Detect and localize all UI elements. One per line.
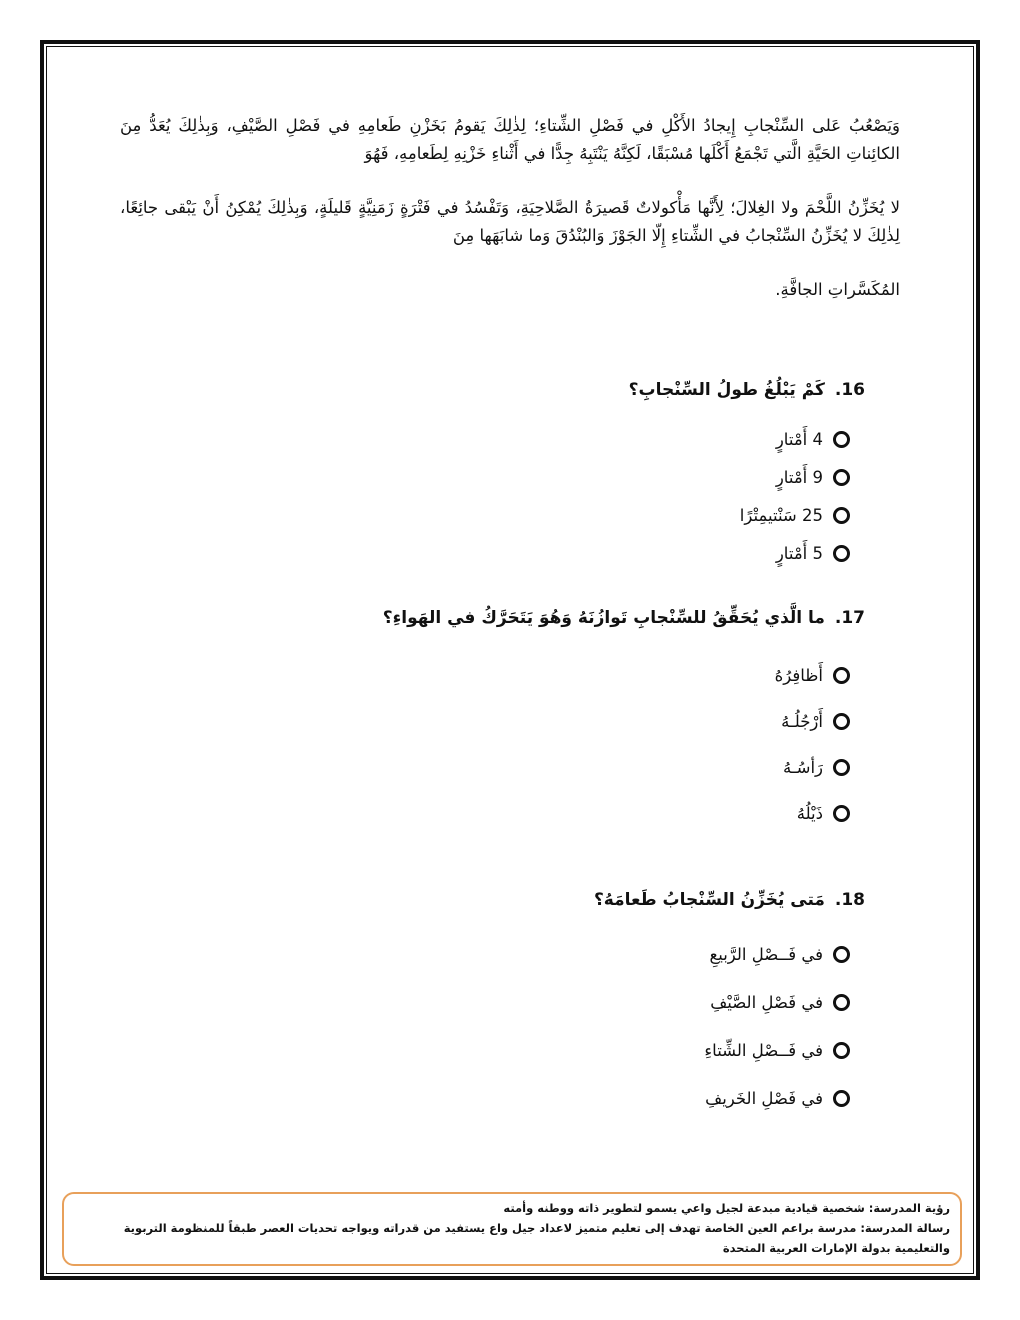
radio-circle-icon[interactable] (833, 431, 850, 448)
question-18-options (704, 930, 850, 1122)
passage-paragraph-2: لا يُخَزِّنُ اللَّحْمَ ولا الغِلالَ؛ لِأَنَّها مَأْكولاتٌ قَصيرَةُ الصَّلاحِيَةِ، وَتَفْسُدُ في فَتْرَةٍ زَمَنِيَّةٍ قَليلَةٍ، وَبِذٰلِكَ يُمْكِنُ أَنْ يَبْقى جائِعًا، لِذٰلِكَ لا يُخَزِّنُ السِّنْجابُ في الشِّتاءِ إِلّا الجَوْزَ وَالبُنْدُقَ وَما شابَهَها مِنَ (120, 198, 900, 245)
question-16 (629, 380, 865, 400)
radio-circle-icon[interactable] (833, 946, 850, 963)
option-label: 9 أَمْتارٍ (775, 467, 823, 487)
option-label: في فَــصْلِ الشِّتاءِ (704, 1040, 823, 1060)
passage-paragraph-3: المُكَسَّراتِ الجافَّةِ. (775, 280, 900, 299)
radio-circle-icon[interactable] (833, 545, 850, 562)
question-16-number: 16. (834, 380, 865, 400)
option-18-d[interactable] (704, 1074, 850, 1122)
school-vision: رؤية المدرسة: شخصية قيادية مبدعة لجيل واعي يسمو لتطوير ذاته ووطنه وأمته (503, 1201, 950, 1215)
radio-circle-icon[interactable] (833, 994, 850, 1011)
radio-circle-icon[interactable] (833, 1042, 850, 1059)
option-18-b[interactable] (704, 978, 850, 1026)
radio-circle-icon[interactable] (833, 507, 850, 524)
option-label: 25 سَنْتيمِتْرًا (739, 505, 823, 525)
option-label: أَظافِرُهُ (774, 665, 823, 685)
option-17-b[interactable] (775, 698, 850, 744)
question-18 (594, 890, 865, 910)
radio-circle-icon[interactable] (833, 713, 850, 730)
option-label: رَأسُـهُ (782, 757, 823, 777)
reading-passage (120, 112, 900, 304)
option-label: في فَصْلِ الصَّيْفِ (710, 992, 823, 1012)
question-18-number: 18. (834, 890, 865, 910)
radio-circle-icon[interactable] (833, 667, 850, 684)
option-16-a[interactable] (740, 420, 850, 458)
option-label: أَرْجُلُـهُ (781, 711, 823, 731)
option-18-a[interactable] (704, 930, 850, 978)
question-18-text: مَتى يُخَزِّنُ السِّنْجابُ طَعامَهُ؟ (593, 890, 825, 910)
question-17-text: ما الَّذي يُحَقِّقُ للسِّنْجابِ تَوازُنَهُ وَهُوَ يَتَحَرَّكُ في الهَواءِ؟ (382, 608, 825, 628)
option-16-b[interactable] (740, 458, 850, 496)
option-label: في فَصْلِ الخَريفِ (705, 1088, 823, 1108)
question-17-number: 17. (834, 608, 865, 628)
question-16-text: كَمْ يَبْلُغُ طولُ السِّنْجابِ؟ (628, 380, 825, 400)
question-16-options (740, 420, 850, 572)
option-16-c[interactable] (740, 496, 850, 534)
option-17-d[interactable] (775, 790, 850, 836)
option-label: 5 أَمْتارٍ (775, 543, 823, 563)
option-label: 4 أَمْتارٍ (775, 429, 823, 449)
school-footer (62, 1192, 962, 1266)
option-17-c[interactable] (775, 744, 850, 790)
option-17-a[interactable] (775, 652, 850, 698)
option-18-c[interactable] (704, 1026, 850, 1074)
question-17 (383, 608, 865, 628)
option-label: في فَــصْلِ الرَّبيعِ (709, 944, 823, 964)
radio-circle-icon[interactable] (833, 805, 850, 822)
radio-circle-icon[interactable] (833, 1090, 850, 1107)
option-16-d[interactable] (740, 534, 850, 572)
radio-circle-icon[interactable] (833, 759, 850, 776)
radio-circle-icon[interactable] (833, 469, 850, 486)
question-17-options (775, 652, 850, 836)
school-mission: رسالة المدرسة: مدرسة براعم العين الخاصة تهدف إلى تعليم متميز لاعداد جيل واع يستفيد من قدراته ويواجه تحديات العصر طبقاً للمنظومة التربوية والتعليمية بدولة الإمارات العربية المتحدة (123, 1221, 950, 1255)
passage-paragraph-1: وَيَصْعُبُ عَلى السِّنْجابِ إِيجادُ الأَكْلِ في فَصْلِ الشِّتاءِ؛ لِذٰلِكَ يَقومُ بَخَزْنِ طَعامِهِ في فَصْلِ الصَّيْفِ، وَبِذٰلِكَ يُعَدُّ مِنَ الكائِناتِ الحَيَّةِ الَّتي تَجْمَعُ أَكْلَها مُسْبَقًا، لَكِنَّهُ يَنْتَبِهُ جِدًّا في أَثْناءِ خَزْنِهِ لِطَعامِهِ، فَهُوَ (120, 116, 900, 163)
option-label: ذَيْلُهُ (796, 803, 823, 823)
